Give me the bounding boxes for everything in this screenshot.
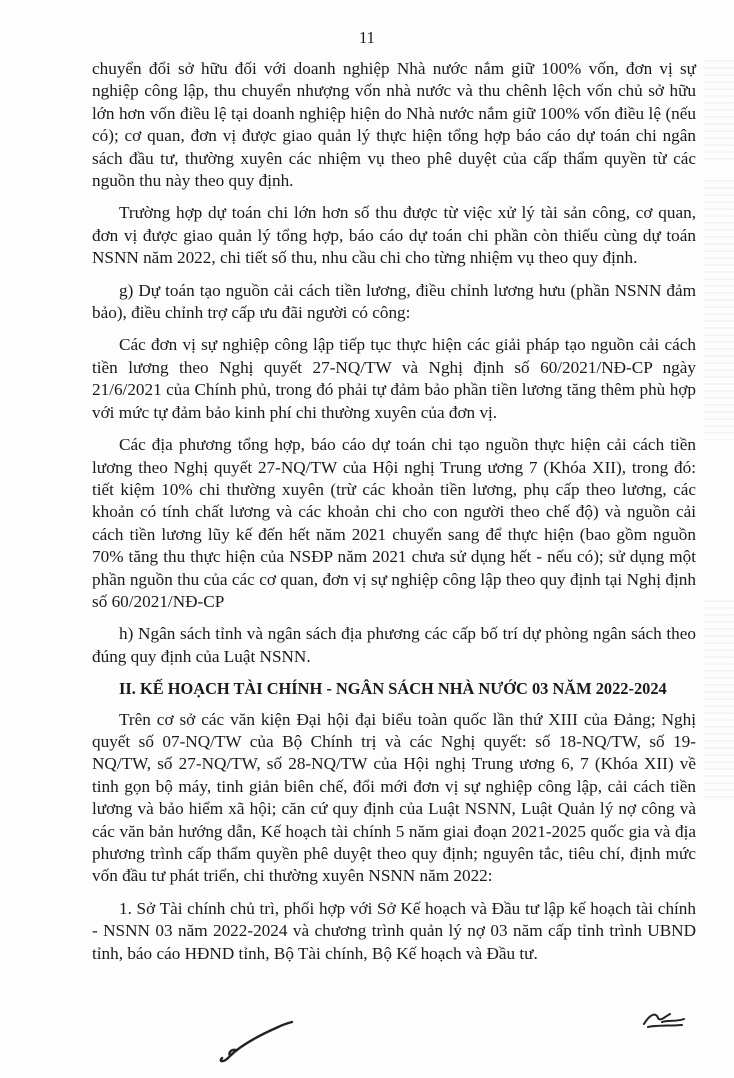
bleed-through-artifact [704, 600, 734, 800]
initial-mark [640, 1008, 688, 1030]
paragraph: Các địa phương tổng hợp, báo cáo dự toán chi tạo nguồn thực hiện cải cách tiền lương theo Nghị quyết 27-NQ/TW của Hội nghị Trung ương 7 (Khóa XII), trong đó: tiết kiệm 10% chi thường xuyên (trừ các khoản tiền lương, phụ cấp theo lương, các khoản có tính chất lương và các khoản chi cho con người theo chế độ) và nguồn cải cách tiền lương lũy kế đến hết năm 2021 chuyển sang để thực hiện (bao gồm nguồn 70% tăng thu thực hiện của NSĐP năm 2021 chưa sử dụng hết - nếu có); sử dụng một phần nguồn thu của các cơ quan, đơn vị sự nghiệp công lập theo quy định tại Nghị định số 60/2021/NĐ-CP [92, 435, 696, 611]
paragraph: h) Ngân sách tỉnh và ngân sách địa phương các cấp bố trí dự phòng ngân sách theo đúng quy định của Luật NSNN. [92, 624, 696, 666]
paragraph: chuyển đổi sở hữu đối với doanh nghiệp Nhà nước nắm giữ 100% vốn, đơn vị sự nghiệp công lập, thu chuyển nhượng vốn nhà nước và thu chênh lệch vốn chủ sở hữu lớn hơn vốn điều lệ tại doanh nghiệp hiện do Nhà nước nắm giữ 100% vốn điều lệ (nếu có); cơ quan, đơn vị được giao quản lý thực hiện tổng hợp báo cáo dự toán chi ngân sách đầu tư, thường xuyên các nhiệm vụ theo phê duyệt của cấp thẩm quyền từ các nguồn thu này theo quy định. [92, 59, 696, 191]
paragraph: g) Dự toán tạo nguồn cải cách tiền lương, điều chỉnh lương hưu (phần NSNN đảm bảo), điều chỉnh trợ cấp ưu đãi người có công: [92, 280, 696, 323]
initial-signature [214, 1016, 294, 1066]
paragraph: Các đơn vị sự nghiệp công lập tiếp tục thực hiện các giải pháp tạo nguồn cải cách tiền lương theo Nghị quyết 27-NQ/TW và Nghị định số 60/2021/NĐ-CP ngày 21/6/2021 của Chính phủ, trong đó phải tự đảm bảo phần tiền lương tăng thêm phù hợp với mức tự đảm bảo kinh phí chi thường xuyên của đơn vị. [92, 335, 696, 422]
paragraph: 1. Sở Tài chính chủ trì, phối hợp với Sở Kế hoạch và Đầu tư lập kế hoạch tài chính - NSNN 03 năm 2022-2024 và chương trình quản lý nợ 03 năm cấp tỉnh trình UBND tỉnh, báo cáo HĐND tỉnh, Bộ Tài chính, Bộ Kế hoạch và Đầu tư. [92, 898, 696, 963]
document-body [92, 58, 696, 975]
page-number: 11 [359, 28, 375, 47]
paragraph: Trường hợp dự toán chi lớn hơn số thu được từ việc xử lý tài sản công, cơ quan, đơn vị được giao quản lý tổng hợp, báo cáo dự toán chi phần còn thiếu cùng dự toán NSNN năm 2022, chi tiết số thu, nhu cầu chi cho từng nhiệm vụ theo quy định. [92, 203, 696, 268]
paragraph: Trên cơ sở các văn kiện Đại hội đại biểu toàn quốc lần thứ XIII của Đảng; Nghị quyết số 07-NQ/TW của Bộ Chính trị và các Nghị quyết: số 18-NQ/TW, số 19-NQ/TW, số 27-NQ/TW, số 28-NQ/TW của Hội nghị Trung ương 6, 7 (Khóa XII) về tinh gọn bộ máy, tinh giản biên chế, đổi mới đơn vị sự nghiệp công lập, cải cách tiền lương và bảo hiểm xã hội; căn cứ quy định của Luật NSNN, Luật Quản lý nợ công và các văn bản hướng dẫn, Kế hoạch tài chính 5 năm giai đoạn 2021-2025 quốc gia và địa phương trình cấp thẩm quyền phê duyệt theo quy định; nguyên tắc, tiêu chí, định mức vốn đầu tư phát triển, chi thường xuyên NSNN năm 2022: [92, 709, 696, 886]
section-heading: II. KẾ HOẠCH TÀI CHÍNH - NGÂN SÁCH NHÀ NƯỚC 03 NĂM 2022-2024 [119, 679, 667, 699]
bleed-through-artifact [704, 180, 734, 440]
bleed-through-artifact [704, 60, 734, 160]
